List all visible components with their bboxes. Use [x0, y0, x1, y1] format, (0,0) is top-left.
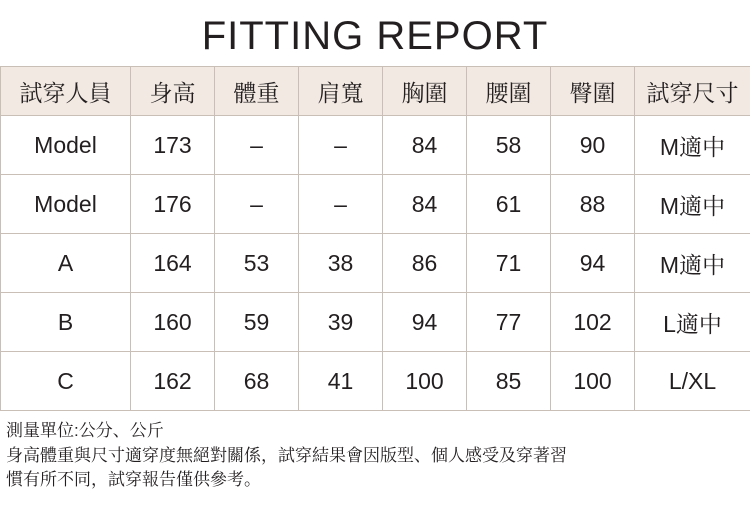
column-header-waist: 腰圍: [467, 67, 551, 116]
cell-weight: 59: [215, 293, 299, 352]
table-row: [1, 234, 750, 293]
page-title: FITTING REPORT: [201, 14, 549, 58]
cell-shoulder: –: [299, 116, 383, 175]
cell-hip: 94: [551, 234, 635, 293]
cell-hip: 90: [551, 116, 635, 175]
table-header: [1, 67, 750, 116]
cell-person: C: [1, 352, 131, 411]
footnote-units: 測量單位:公分、公斤: [6, 421, 164, 440]
column-header-hip: 臀圍: [551, 67, 635, 116]
cell-person: A: [1, 234, 131, 293]
cell-weight: 68: [215, 352, 299, 411]
cell-size: L/XL: [635, 352, 750, 411]
cell-height: 176: [131, 175, 215, 234]
cell-bust: 84: [383, 116, 467, 175]
cell-height: 164: [131, 234, 215, 293]
cell-hip: 88: [551, 175, 635, 234]
column-header-size: 試穿尺寸: [635, 67, 750, 116]
cell-bust: 86: [383, 234, 467, 293]
cell-size: M適中: [635, 175, 750, 234]
cell-person: Model: [1, 175, 131, 234]
table-row: [1, 293, 750, 352]
table-row: [1, 175, 750, 234]
cell-size: M適中: [635, 234, 750, 293]
table-row: [1, 352, 750, 411]
cell-person: B: [1, 293, 131, 352]
cell-waist: 85: [467, 352, 551, 411]
cell-person: Model: [1, 116, 131, 175]
column-header-height: 身高: [131, 67, 215, 116]
table-row: [1, 116, 750, 175]
cell-weight: –: [215, 116, 299, 175]
cell-shoulder: 39: [299, 293, 383, 352]
cell-height: 173: [131, 116, 215, 175]
cell-hip: 102: [551, 293, 635, 352]
footnote-disclaimer-line1: 身高體重與尺寸適穿度無絕對關係，試穿結果會因版型、個人感受及穿著習: [6, 445, 567, 465]
cell-waist: 61: [467, 175, 551, 234]
column-header-person: 試穿人員: [1, 67, 131, 116]
fitting-report-table: [0, 66, 750, 411]
table-body: [1, 116, 750, 411]
column-header-shoulder: 肩寬: [299, 67, 383, 116]
cell-height: 160: [131, 293, 215, 352]
cell-height: 162: [131, 352, 215, 411]
footnote-disclaimer-line2: 慣有所不同，試穿報告僅供參考。: [6, 470, 261, 490]
cell-waist: 58: [467, 116, 551, 175]
footnotes: [0, 411, 750, 493]
cell-size: L適中: [635, 293, 750, 352]
cell-weight: 53: [215, 234, 299, 293]
cell-bust: 100: [383, 352, 467, 411]
cell-waist: 77: [467, 293, 551, 352]
cell-hip: 100: [551, 352, 635, 411]
cell-waist: 71: [467, 234, 551, 293]
column-header-weight: 體重: [215, 67, 299, 116]
cell-shoulder: –: [299, 175, 383, 234]
column-header-bust: 胸圍: [383, 67, 467, 116]
cell-bust: 84: [383, 175, 467, 234]
cell-weight: –: [215, 175, 299, 234]
cell-shoulder: 41: [299, 352, 383, 411]
table-header-row: [1, 67, 750, 116]
cell-bust: 94: [383, 293, 467, 352]
cell-size: M適中: [635, 116, 750, 175]
cell-shoulder: 38: [299, 234, 383, 293]
